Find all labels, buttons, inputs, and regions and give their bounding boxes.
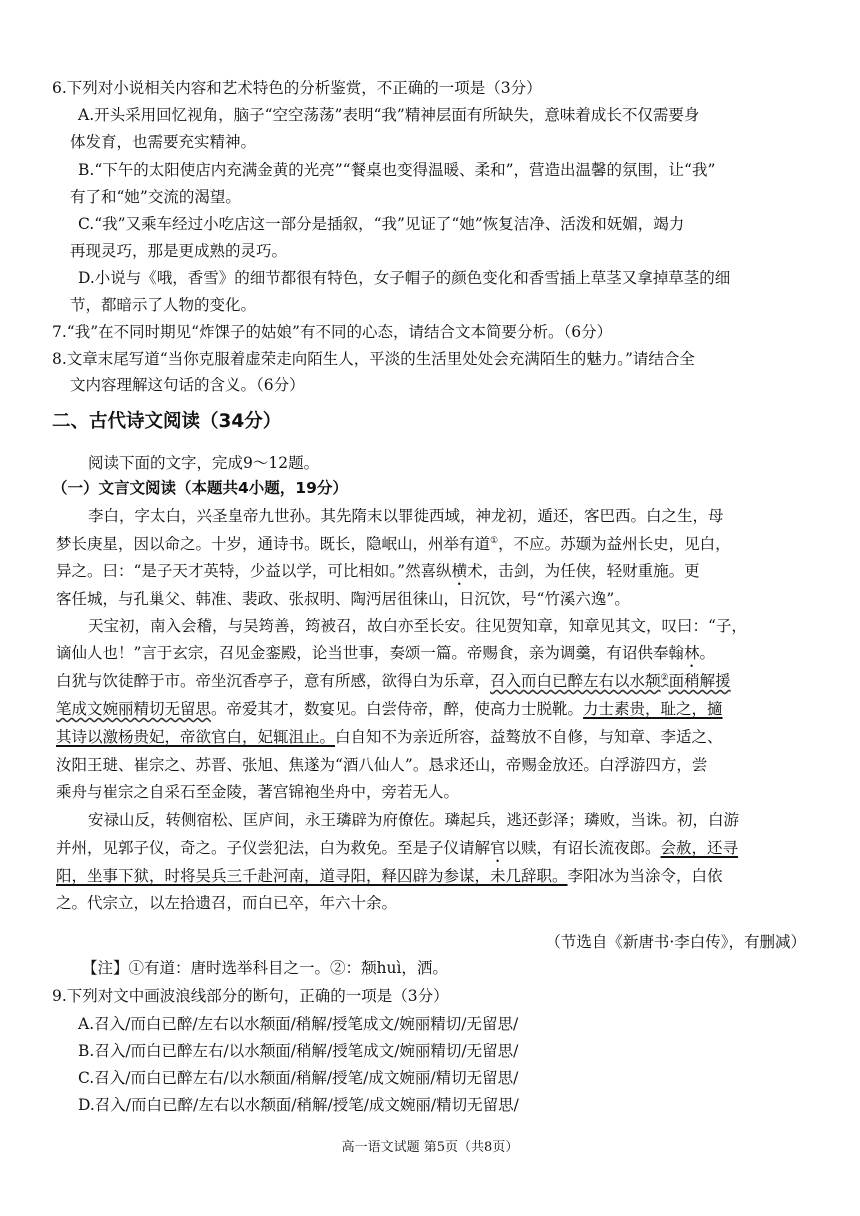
passage-p3-line1: 安禄山反，转侧宿松、匡庐间，永王璘辟为府僚佐。璘起兵，逃还彭泽；璘败，当诛。初，白游 [88,811,740,829]
passage-p2-line7: 乘舟与崔宗之自采石至金陵，著宫锦袍坐舟中，旁若无人。 [56,783,460,801]
passage-note: 【注】①有道：唐时选举科目之一。②：颒huì，洒。 [82,959,448,977]
wavy-underline-segment: 笔成文婉丽精切无留思 [56,700,212,718]
subsection-heading: （一）文言文阅读（本题共4小题，19分） [52,479,348,497]
passage-p1-line2: 梦长庚星，因以命之。十岁，通诗书。既长，隐岷山，州举有道①，不应。苏颋为益州长史，见白， [56,535,731,553]
emphasized-char: 林 [683,644,700,662]
passage-p2-line2: 谪仙人也！”言于玄宗，召见金銮殿，论当世事，奏颂一篇。帝赐食，亲为调羹，有诏供奉翰林。 [56,644,715,662]
q6-option-b-line1: B.“下午的太阳使店内充满金黄的光亮”“餐桌也变得温暖、柔和”，营造出温馨的氛围，让“我” [78,161,716,179]
q6-option-b-line2: 有了和“她”交流的渴望。 [70,188,241,206]
section-heading: 二、古代诗文阅读（34分） [52,411,282,432]
q6-option-d-line1: D.小说与《哦，香雪》的细节都很有特色，女子帽子的颜色变化和香雪插上草茎又拿掉草茎的细 [78,269,731,287]
q9-stem: 9.下列对文中画波浪线部分的断句，正确的一项是（3分） [52,987,449,1005]
passage-p2-line3: 白犹与饮徒醉于市。帝坐沉香亭子，意有所感，欲得白为乐章，召入而白已醉左右以水颒②面稍解援 [56,672,731,690]
passage-p1-line4: 客任城，与孔巢父、韩准、裴政、张叔明、陶沔居徂徕山，日沉饮，号“竹溪六逸”。 [56,590,630,608]
underlined-segment: 会赦，还寻 [660,839,739,857]
passage-p1-line1: 李白，字太白，兴圣皇帝九世孙。其先隋末以罪徙西域，神龙初，遁还，客巴西。白之生，母 [88,507,724,525]
page-footer: 高一语文试题 第5页（共8页） [341,1140,519,1155]
q8-stem-line2: 文内容理解这句话的含义。（6分） [70,376,305,394]
q6-option-d-line2: 节，都暗示了人物的变化。 [70,296,257,314]
passage-source: （节选自《新唐书·李白传》，有删减） [545,933,806,951]
emphasized-char: 官 [490,839,506,857]
q9-option-c: C.召入/而白已醉左右/以水颒面/稍解/授笔/成文婉丽/精切无留思/ [78,1069,519,1087]
q9-option-a: A.召入/而白已醉/左右以水颒面/稍解/授笔成文/婉丽精切/无留思/ [78,1015,519,1033]
underlined-segment: 其诗以激杨贵妃，帝欲官白，妃辄沮止。 [56,728,336,746]
passage-p2-line1: 天宝初，南入会稽，与吴筠善，筠被召，故白亦至长安。往见贺知章，知章见其文，叹曰：“子， [88,617,747,635]
q6-option-c-line2: 再现灵巧，那是更成熟的灵巧。 [70,242,288,260]
passage-p3-line4: 之。代宗立，以左拾遗召，而白已卒，年六十余。 [56,894,398,912]
q7-stem: 7.“我”在不同时期见“炸馃子的姑娘”有不同的心态，请结合文本简要分析。（6分） [52,323,613,341]
q8-stem-line1: 8.文章末尾写道“当你克服着虚荣走向陌生人，平淡的生活里处处会充满陌生的魅力。”请结合全 [52,350,695,368]
passage-p2-line5: 其诗以激杨贵妃，帝欲官白，妃辄沮止。白自知不为亲近所容，益骜放不自修，与知章、李适之、 [56,728,723,746]
section-intro: 阅读下面的文字，完成9～12题。 [88,454,320,472]
passage-p2-line6: 汝阳王琎、崔宗之、苏晋、张旭、焦遂为“酒八仙人”。恳求还山，帝赐金放还。白浮游四方，尝 [56,756,708,774]
q9-option-d: D.召入/而白已醉/左右以水颒面/稍解/授笔/成文婉丽/精切无留思/ [78,1096,519,1114]
q6-stem: 6.下列对小说相关内容和艺术特色的分析鉴赏，不正确的一项是（3分） [52,79,542,97]
passage-p3-line2: 并州，见郭子仪，奇之。子仪尝犯法，白为救免。至是子仪请解官以赎，有诏长流夜郎。会赦，还寻 [56,839,739,857]
underlined-segment: 力士素贵，耻之，擿 [583,700,723,718]
passage-p2-line4: 笔成文婉丽精切无留思。帝爱其才，数宴见。白尝侍帝，醉，使高力士脱靴。力士素贵，耻之，擿 [56,700,723,718]
wavy-underline-segment: 召入而白已醉左右以水颒 [490,672,661,690]
q6-option-a-line2: 体发育，也需要充实精神。 [70,133,257,151]
passage-p1-line3: 异之。曰：“是子天才英特，少益以学，可比相如。”然喜纵横术，击剑，为任侠，轻财重施。更 [56,562,700,580]
emphasized-char: 横 [451,562,468,580]
q6-option-a-line1: A.开头采用回忆视角，脑子“空空荡荡”表明“我”精神层面有所缺失，意味着成长不仅需要身 [78,106,700,124]
q9-option-b: B.召入/而白已醉左右/以水颒面/稍解/授笔成文/婉丽精切/无留思/ [78,1042,519,1060]
q6-option-c-line1: C.“我”又乘车经过小吃店这一部分是插叙，“我”见证了“她”恢复洁净、活泼和妩媚，竭力 [78,215,685,233]
passage-p3-line3: 阳，坐事下狱，时将吴兵三千赴河南，道寻阳，释囚辟为参谋，未几辞职。李阳冰为当涂令，白依 [56,867,723,885]
underlined-segment: 阳，坐事下狱，时将吴兵三千赴河南，道寻阳，释囚辟为参谋，未几辞职。 [56,867,568,885]
